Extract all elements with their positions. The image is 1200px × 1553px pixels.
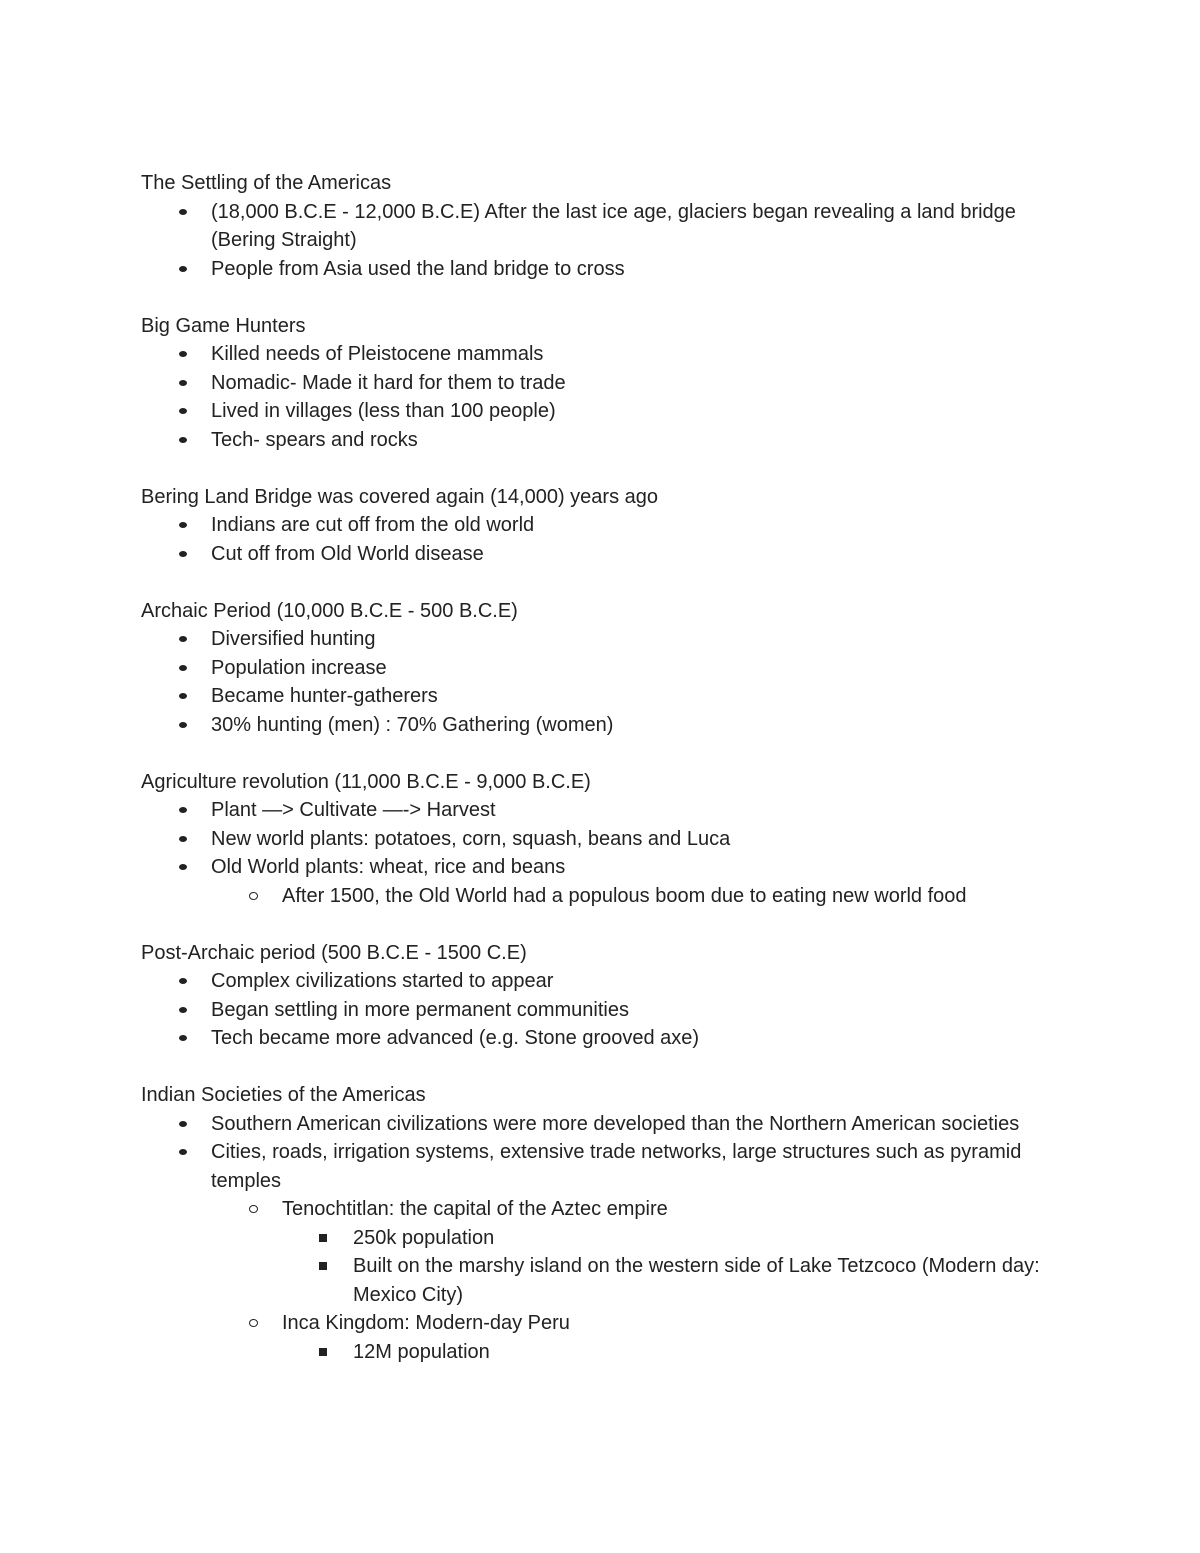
bullet-list — [141, 625, 1061, 739]
list-item-text: 30% hunting (men) : 70% Gathering (women) — [211, 713, 614, 736]
list-item — [141, 1252, 1061, 1309]
list-item — [141, 426, 1061, 455]
list-item-text: Nomadic- Made it hard for them to trade — [211, 371, 566, 394]
section-heading: Bering Land Bridge was covered again (14,000) years ago — [141, 485, 658, 508]
list-item-text: Lived in villages (less than 100 people) — [211, 400, 556, 422]
list-item — [141, 882, 1061, 911]
note-section — [141, 483, 1061, 569]
bullet-disc-icon — [179, 654, 187, 683]
note-section — [141, 939, 1061, 1053]
bullet-disc-icon — [179, 682, 187, 711]
list-item-text: Complex civilizations started to appear — [211, 970, 554, 992]
bullet-circle-icon — [249, 882, 258, 911]
list-item — [141, 1138, 1061, 1195]
list-item — [141, 1224, 1061, 1253]
note-section — [141, 169, 1061, 283]
list-item — [141, 853, 1061, 882]
list-item-text: (18,000 B.C.E - 12,000 B.C.E) After the last ice age, glaciers began revealing a land bridge (Bering Straight) — [211, 200, 1016, 251]
list-item — [141, 1110, 1061, 1139]
list-item — [141, 711, 1061, 740]
bullet-disc-icon — [179, 825, 187, 854]
list-item — [141, 340, 1061, 369]
list-item-text: 250k population — [353, 1226, 495, 1249]
list-item-text: Indians are cut off from the old world — [211, 514, 535, 536]
bullet-square-icon — [319, 1252, 327, 1281]
list-item-text: After 1500, the Old World had a populous boom due to eating new world food — [282, 884, 967, 907]
list-item-text: Plant —> Cultivate —-> Harvest — [211, 799, 496, 821]
list-item-text: Began settling in more permanent communities — [211, 998, 629, 1021]
list-item — [141, 1309, 1061, 1338]
bullet-disc-icon — [179, 796, 187, 825]
bullet-disc-icon — [179, 1024, 187, 1053]
section-heading: Big Game Hunters — [141, 314, 306, 337]
section-heading: Archaic Period (10,000 B.C.E - 500 B.C.E) — [141, 599, 518, 622]
section-heading: Indian Societies of the Americas — [141, 1084, 426, 1106]
bullet-list — [141, 1110, 1061, 1367]
list-item-text: Southern American civilizations were more developed than the Northern American societies — [211, 1112, 1020, 1135]
list-item — [141, 967, 1061, 996]
bullet-circle-icon — [249, 1195, 258, 1224]
section-heading: Post-Archaic period (500 B.C.E - 1500 C.E) — [141, 941, 527, 964]
list-item-text: New world plants: potatoes, corn, squash, beans and Luca — [211, 827, 731, 850]
bullet-disc-icon — [179, 340, 187, 369]
bullet-disc-icon — [179, 397, 187, 426]
bullet-disc-icon — [179, 711, 187, 740]
list-item-text: Cities, roads, irrigation systems, extensive trade networks, large structures such as pyramid temples — [211, 1141, 1022, 1192]
bullet-disc-icon — [179, 996, 187, 1025]
bullet-disc-icon — [179, 426, 187, 455]
note-section — [141, 1081, 1061, 1366]
list-item-text: People from Asia used the land bridge to cross — [211, 257, 625, 280]
list-item-text: Cut off from Old World disease — [211, 542, 484, 565]
list-item-text: Became hunter-gatherers — [211, 685, 438, 707]
bullet-square-icon — [319, 1224, 327, 1253]
list-item — [141, 654, 1061, 683]
list-item — [141, 625, 1061, 654]
bullet-list — [141, 198, 1061, 284]
list-item-text: Old World plants: wheat, rice and beans — [211, 856, 566, 878]
bullet-square-icon — [319, 1338, 327, 1367]
bullet-disc-icon — [179, 625, 187, 654]
bullet-list — [141, 511, 1061, 568]
list-item — [141, 1338, 1061, 1367]
section-heading: Agriculture revolution (11,000 B.C.E - 9,000 B.C.E) — [141, 770, 591, 793]
list-item — [141, 540, 1061, 569]
list-item — [141, 198, 1061, 255]
bullet-circle-icon — [249, 1309, 258, 1338]
bullet-disc-icon — [179, 255, 187, 284]
list-item — [141, 397, 1061, 426]
list-item-text: Population increase — [211, 656, 387, 679]
list-item-text: Tenochtitlan: the capital of the Aztec empire — [282, 1198, 668, 1220]
note-section — [141, 597, 1061, 740]
bullet-list — [141, 340, 1061, 454]
bullet-disc-icon — [179, 540, 187, 569]
bullet-disc-icon — [179, 198, 187, 227]
list-item-text: 12M population — [353, 1340, 490, 1363]
list-item-text: Tech became more advanced (e.g. Stone grooved axe) — [211, 1027, 700, 1049]
bullet-disc-icon — [179, 369, 187, 398]
note-section — [141, 768, 1061, 911]
bullet-list — [141, 796, 1061, 910]
bullet-list — [141, 967, 1061, 1053]
bullet-disc-icon — [179, 967, 187, 996]
list-item — [141, 511, 1061, 540]
note-section — [141, 312, 1061, 455]
list-item-text: Tech- spears and rocks — [211, 428, 418, 451]
bullet-disc-icon — [179, 853, 187, 882]
section-heading: The Settling of the Americas — [141, 172, 392, 194]
bullet-disc-icon — [179, 1138, 187, 1167]
list-item-text: Built on the marshy island on the western side of Lake Tetzcoco (Modern day: Mexico City) — [353, 1255, 1040, 1306]
list-item — [141, 682, 1061, 711]
list-item — [141, 1195, 1061, 1224]
list-item — [141, 825, 1061, 854]
list-item-text: Inca Kingdom: Modern-day Peru — [282, 1312, 570, 1334]
list-item — [141, 255, 1061, 284]
bullet-disc-icon — [179, 511, 187, 540]
list-item — [141, 996, 1061, 1025]
list-item — [141, 796, 1061, 825]
list-item-text: Diversified hunting — [211, 628, 376, 650]
list-item — [141, 1024, 1061, 1053]
list-item — [141, 369, 1061, 398]
list-item-text: Killed needs of Pleistocene mammals — [211, 343, 544, 365]
document-page — [141, 169, 1061, 1395]
bullet-disc-icon — [179, 1110, 187, 1139]
